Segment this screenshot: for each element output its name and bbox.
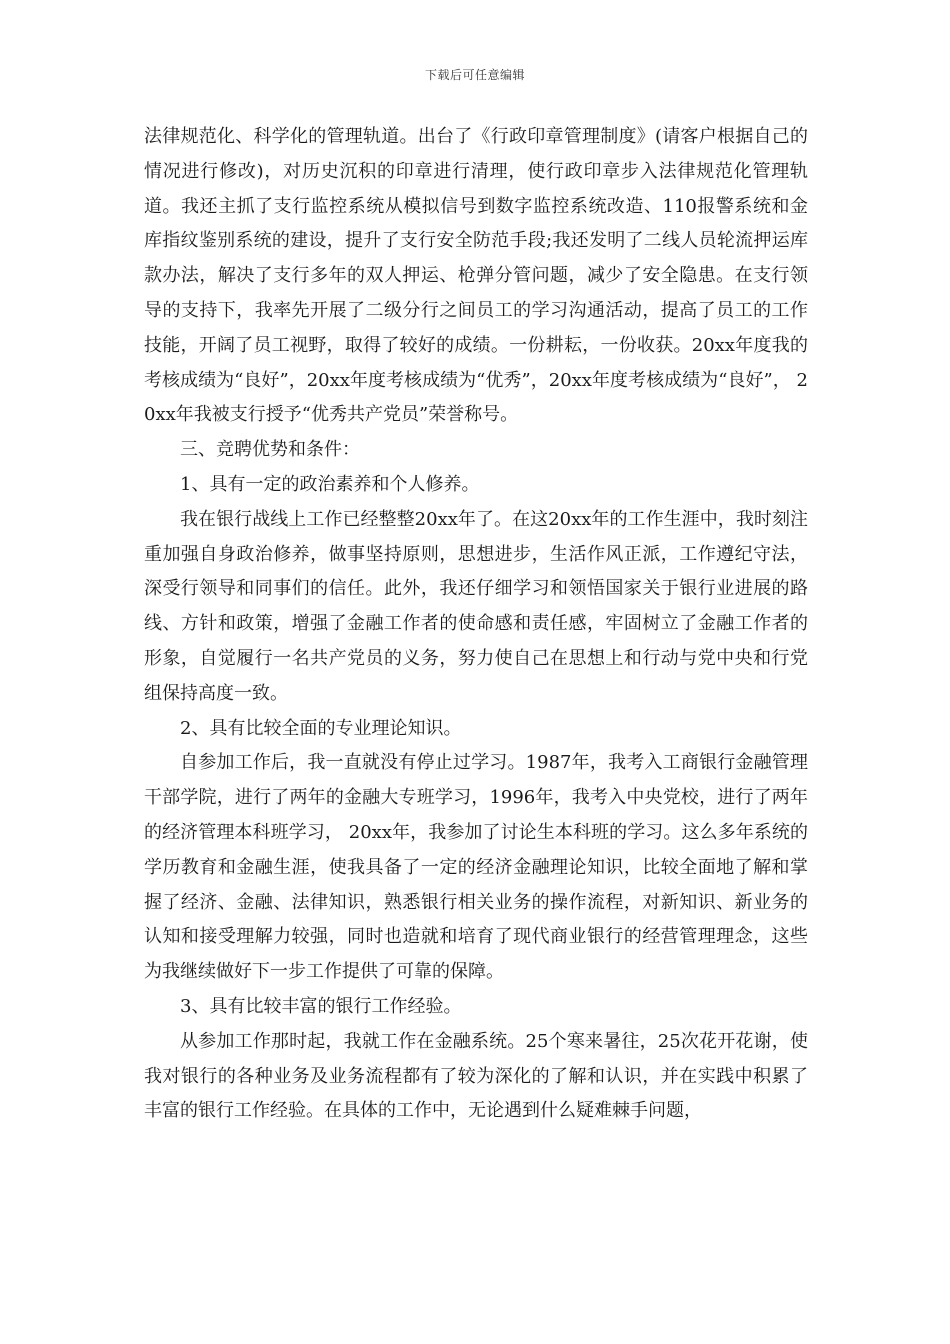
section-heading-3: 三、竞聘优势和条件： [180, 439, 360, 461]
subheading-2: 2、具有比较全面的专业理论知识。 [180, 717, 462, 739]
page-header: 下载后可任意编辑 [424, 68, 525, 82]
subheading-3: 3、具有比较丰富的银行工作经验。 [180, 995, 462, 1017]
paragraph-continued-text: 法律规范化、科学化的管理轨道。出台了《行政印章管理制度》(请客户根据自己的情况进行修改)，对历史沉积的印章进行清理，使行政印章步入法律规范化管理轨道。我还主抓了支行监控系统从模拟信号到数字监控系统改造、110报警系统和金库指纹鉴别系统的建设，提升了支行安全防范手段;我还发明了二线人员轮流押运库款办法，解决了支行多年的双人押运、枪弹分管问题，减少了安全隐患。在支行领导的支持下，我率先开展了二级分行之间员工的学习沟通活动，提高了员工的工作技能，开阔了员工视野，取得了较好的成绩。一份耕耘，一份收获。20xx年度我的考核成绩为“良好”，20xx年度考核成绩为“优秀”，20xx年度考核成绩为“良好”， 20xx年我被支行授予“优秀共产党员”荣誉称号。 [144, 126, 808, 426]
subheading-1: 1、具有一定的政治素养和个人修养。 [180, 473, 480, 495]
paragraph-political-quality: 我在银行战线上工作已经整整20xx年了。在这20xx年的工作生涯中，我时刻注重加强自身政治修养，做事坚持原则，思想进步，生活作风正派，工作遵纪守法，深受行领导和同事们的信任。此外，我还仔细学习和领悟国家关于银行业进展的路线、方针和政策，增强了金融工作者的使命感和责任感，牢固树立了金融工作者的形象，自觉履行一名共产党员的义务，努力使自己在思想上和行动与党中央和行党组保持高度一致。 [144, 508, 808, 704]
document-body [144, 120, 808, 1129]
paragraph-work-experience: 从参加工作那时起，我就工作在金融系统。25个寒来暑往，25次花开花谢，使我对银行的各种业务及业务流程都有了较为深化的了解和认识，并在实践中积累了丰富的银行工作经验。在具体的工作中，无论遇到什么疑难棘手问题， [144, 1030, 808, 1122]
paragraph-professional-knowledge: 自参加工作后，我一直就没有停止过学习。1987年，我考入工商银行金融管理干部学院，进行了两年的金融大专班学习，1996年，我考入中央党校，进行了两年的经济管理本科班学习， 20xx年，我参加了讨论生本科班的学习。这么多年系统的学历教育和金融生涯，使我具备了一定的经济金融理论知识，比较全面地了解和掌握了经济、金融、法律知识，熟悉银行相关业务的操作流程，对新知识、新业务的认知和接受理解力较强，同时也造就和培育了现代商业银行的经营管理理念，这些为我继续做好下一步工作提供了可靠的保障。 [144, 752, 808, 983]
